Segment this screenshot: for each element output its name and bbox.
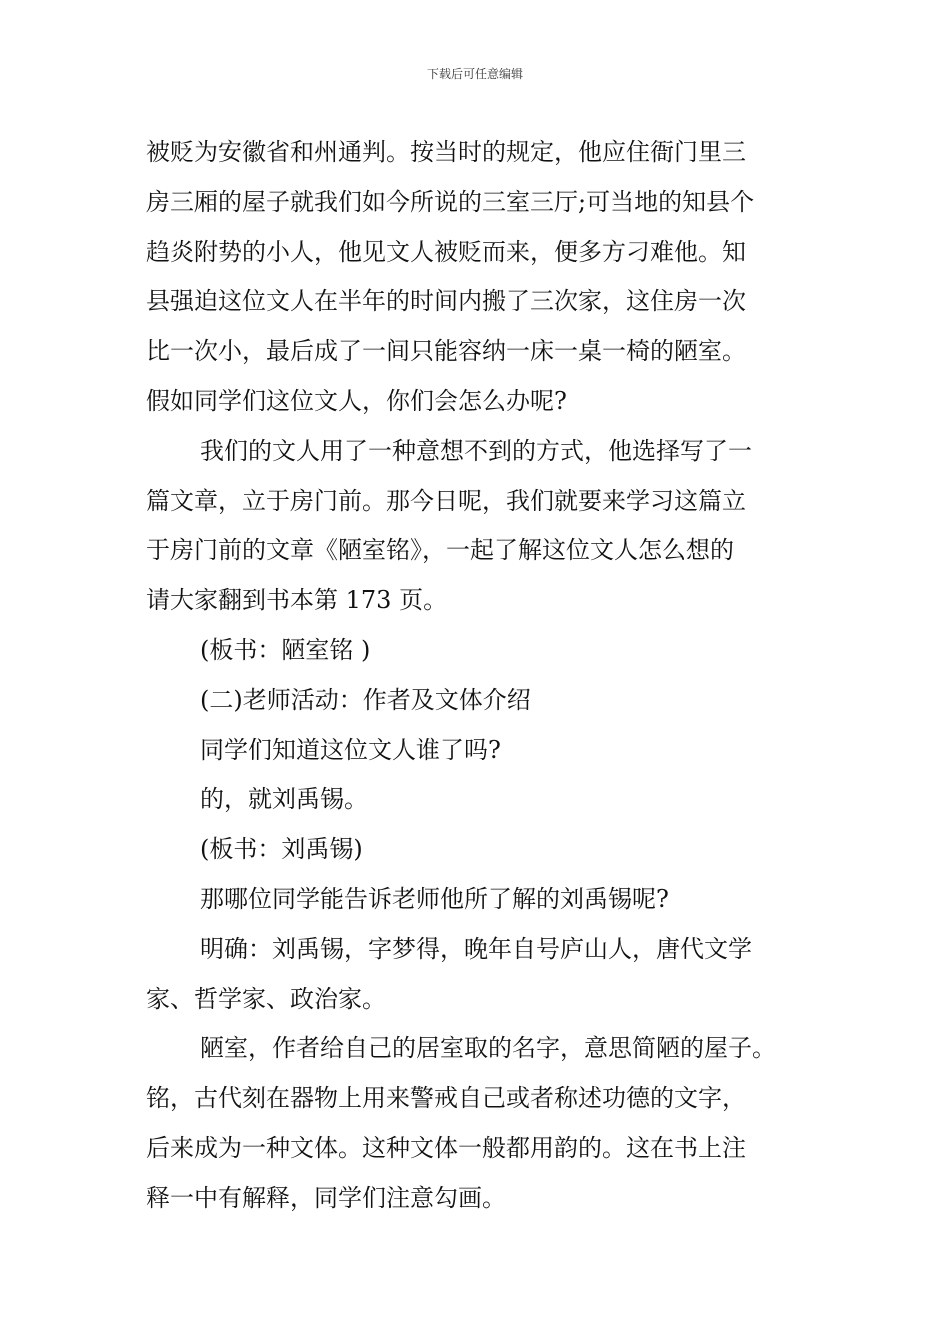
text-line: 篇文章，立于房门前。那今日呢，我们就要来学习这篇立 xyxy=(146,486,746,515)
text-line: 明确：刘禹锡，字梦得，晚年自号庐山人，唐代文学 xyxy=(200,934,752,963)
text-line: (板书：陋室铭 ) xyxy=(200,635,371,664)
text-line: 房三厢的屋子就我们如今所说的三室三厅;可当地的知县个 xyxy=(146,187,755,216)
text-line: (二)老师活动：作者及文体介绍 xyxy=(200,685,531,714)
text-line: 家、哲学家、政治家。 xyxy=(146,984,386,1013)
text-line: 释一中有解释，同学们注意勾画。 xyxy=(146,1183,506,1212)
text-line: (板书：刘禹锡) xyxy=(200,835,363,864)
text-line: 比一次小，最后成了一间只能容纳一床一桌一椅的陋室。 xyxy=(146,337,746,366)
text-line: 假如同学们这位文人，你们会怎么办呢? xyxy=(146,386,567,415)
text-line: 铭，古代刻在器物上用来警戒自己或者称述功德的文字， xyxy=(146,1084,746,1113)
text-line: 后来成为一种文体。这种文体一般都用韵的。这在书上注 xyxy=(146,1133,746,1162)
text-line: 于房门前的文章《陋室铭》，一起了解这位文人怎么想的 xyxy=(146,536,734,565)
text-line: 同学们知道这位文人谁了吗? xyxy=(200,735,501,764)
text-line: 我们的文人用了一种意想不到的方式，他选择写了一 xyxy=(200,436,752,465)
text-line: 趋炎附势的小人，他见文人被贬而来，便多方刁难他。知 xyxy=(146,237,746,266)
document-body xyxy=(146,128,816,1224)
text-line: 那哪位同学能告诉老师他所了解的刘禹锡呢? xyxy=(200,884,669,913)
text-line: 的，就刘禹锡。 xyxy=(200,785,368,814)
text-line: 请大家翻到书本第 173 页。 xyxy=(146,586,448,615)
text-line: 陋室，作者给自己的居室取的名字，意思简陋的屋子。 xyxy=(200,1034,776,1063)
page-header: 下载后可任意编辑 xyxy=(426,67,523,81)
text-line: 县强迫这位文人在半年的时间内搬了三次家，这住房一次 xyxy=(146,287,746,316)
text-line: 被贬为安徽省和州通判。按当时的规定，他应住衙门里三 xyxy=(146,138,746,166)
